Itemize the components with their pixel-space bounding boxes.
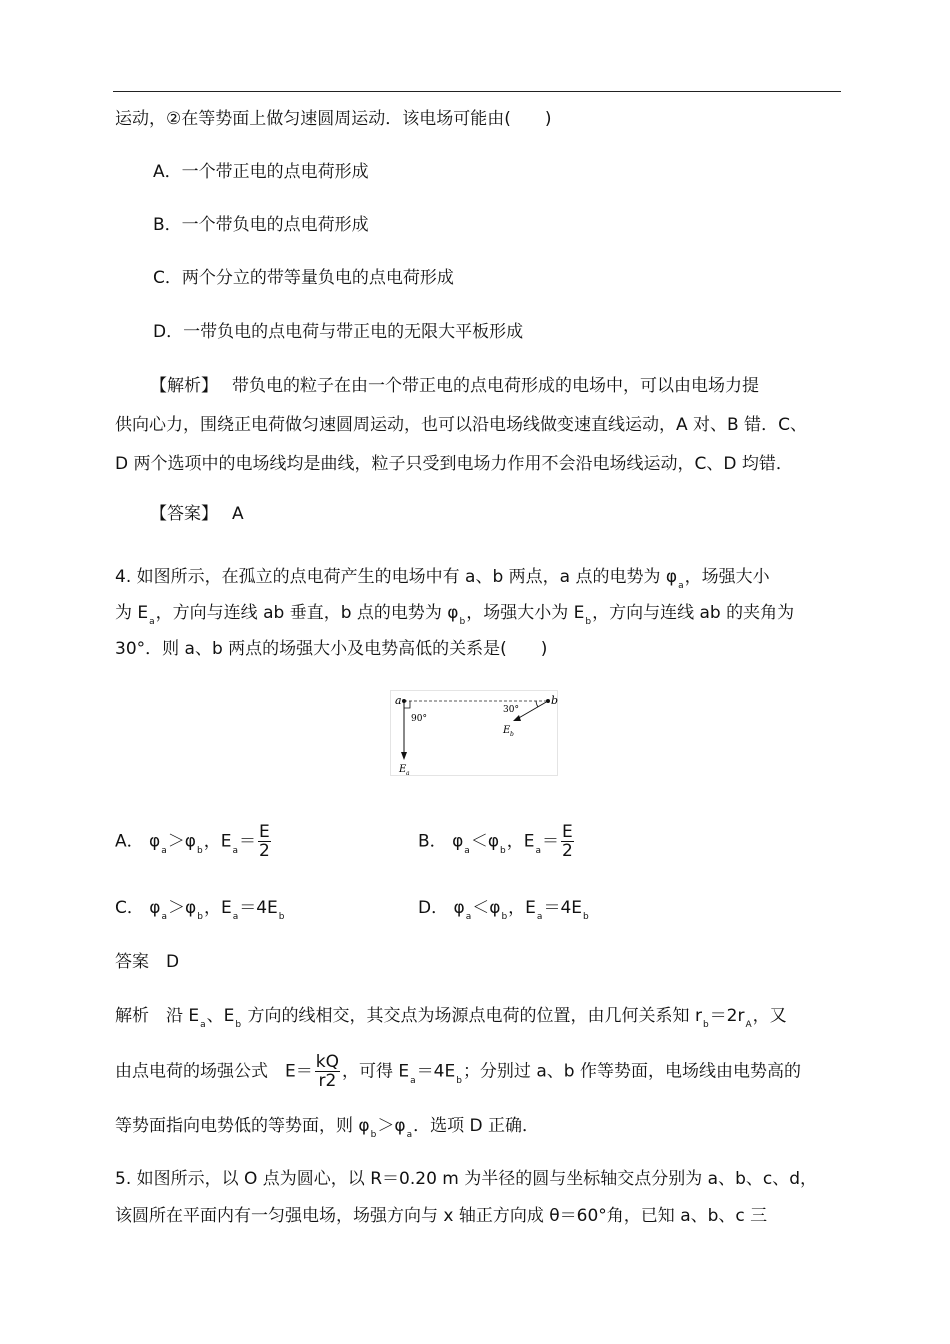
sub-b: b: [501, 912, 508, 922]
opt-b-prefix: B．: [418, 831, 447, 852]
q3-analysis-line-1: [150, 374, 759, 398]
q3-option-b: B．一个带负电的点电荷形成: [153, 215, 369, 235]
sub-a: a: [410, 1075, 416, 1086]
sub-a: a: [161, 912, 168, 922]
q3-option-c: C．两个分立的带等量负电的点电荷形成: [153, 268, 454, 288]
q4-analysis-line-2: [115, 1053, 801, 1093]
phi: φ: [452, 831, 464, 852]
comma: ，: [203, 898, 221, 918]
sub-a: a: [232, 845, 238, 856]
sub-a: a: [464, 845, 470, 856]
lt: ＜: [470, 831, 488, 852]
q4-stem-1b: ，场强大小: [684, 567, 770, 587]
e: E: [525, 898, 536, 918]
q4-an-1c: 方向的线相交，其交点为场源点电荷的位置，由几何关系知 r: [242, 1006, 702, 1026]
q4-an-2a: 由点电荷的场强公式 E＝: [115, 1061, 313, 1082]
label-ea: E: [399, 764, 407, 775]
sub-a: a: [536, 912, 543, 922]
sub-b: b: [370, 1130, 377, 1140]
sub-b: b: [278, 912, 285, 922]
q4-stem-1a: 4. 如图所示，在孤立的点电荷产生的电场中有 a、b 两点，a 点的电势为 φ: [115, 567, 678, 587]
header-rule: [113, 91, 841, 92]
eq: ＝: [543, 898, 561, 918]
q4-field-diagram: [390, 690, 558, 776]
q4-option-b: [418, 823, 576, 863]
fraction: [561, 823, 574, 860]
sub-b: b: [702, 1020, 709, 1030]
eq: ＝: [239, 898, 257, 918]
q4-diagram-svg: [390, 690, 558, 776]
phi: φ: [453, 898, 465, 918]
q4-an-2d: ；分别过 a、b 作等势面，电场线由电势高的: [462, 1061, 801, 1082]
q4-stem-line-1: [115, 565, 770, 598]
e: E: [523, 831, 535, 852]
q4-an-3c: ．选项 D 正确．: [413, 1116, 539, 1136]
q5-stem-line-1: 5. 如图所示，以 O 点为圆心，以 R＝0.20 m 为半径的圆与坐标轴交点分别为 a、b、c、d，: [115, 1169, 817, 1189]
label-b: b: [551, 694, 558, 707]
sub-a: a: [535, 845, 542, 856]
q4-stem-line-3: 30°．则 a、b 两点的场强大小及电势高低的关系是( ): [115, 639, 548, 659]
q4-option-c: [115, 896, 286, 929]
q4-an-2b: ，可得 E: [341, 1061, 410, 1082]
sub-a: a: [149, 617, 155, 627]
sub-a: a: [161, 845, 167, 856]
q3-analysis-text-1: 带负电的粒子在由一个带正电的点电荷形成的电场中，可以由电场力提: [232, 376, 759, 396]
frac-num: E: [562, 822, 573, 842]
sub-a: a: [465, 912, 472, 922]
opt-c-prefix: C．: [115, 898, 144, 918]
sub-a: a: [678, 581, 684, 591]
sub-b: b: [235, 1020, 242, 1030]
q4-option-a: [115, 823, 273, 863]
sub-b: b: [583, 912, 589, 922]
q3-analysis-label: 【解析】: [150, 376, 218, 396]
sub-a: a: [232, 912, 239, 922]
eq: ＝: [542, 831, 560, 852]
label-90: 90°: [411, 714, 427, 724]
coulomb-fraction: [315, 1053, 340, 1090]
q4-stem-2a: 为 E: [115, 603, 149, 623]
q4-analysis-line-3: [115, 1114, 539, 1147]
q4-an-1d: ＝2r: [709, 1006, 745, 1026]
q4-answer-line: 答案 D: [115, 952, 180, 972]
eq: ＝: [238, 831, 256, 852]
q4-stem-2c: ，场强大小为 E: [466, 603, 585, 623]
phi: φ: [149, 898, 161, 918]
q3-analysis-line-2: 供向心力，围绕正电荷做匀速圆周运动，也可以沿电场线做变速直线运动，A 对、B 错．C、: [115, 415, 807, 435]
q4-an-2c: ＝4E: [416, 1061, 456, 1082]
frac-den: 2: [258, 841, 270, 861]
comma: ，: [203, 831, 221, 852]
q3-answer-line: [150, 502, 244, 526]
sub-a: a: [406, 1130, 413, 1140]
sub-b: b: [459, 617, 466, 627]
phi: φ: [149, 831, 161, 852]
q3-option-d: D．一带负电的点电荷与带正电的无限大平板形成: [153, 322, 524, 342]
label-eb: E: [503, 725, 511, 736]
label-ea-sub: a: [406, 770, 410, 776]
sub-b: b: [197, 912, 203, 922]
e: E: [220, 831, 232, 852]
opt-d-prefix: D．: [418, 898, 449, 918]
lt: ＜: [472, 898, 490, 918]
q4-an-3a: 等势面指向电势低的等势面，则 φ: [115, 1116, 370, 1136]
sub-b: b: [197, 845, 203, 856]
opt-a-prefix: A．: [115, 831, 144, 852]
q4-stem-2b: ，方向与连线 ab 垂直，b 点的电势为 φ: [155, 603, 459, 623]
q4-an-1a: 解析 沿 E: [115, 1006, 200, 1026]
fraction: [258, 823, 271, 860]
phi: φ: [185, 898, 197, 918]
frac-den: 2: [561, 841, 573, 861]
frac-num: kQ: [315, 1052, 339, 1072]
q4-stem-2d: ，方向与连线 ab 的夹角为: [592, 603, 795, 623]
q3-analysis-line-3: D 两个选项中的电场线均是曲线，粒子只受到电场力作用不会沿电场线运动，C、D 均错．: [115, 454, 793, 474]
phi: φ: [487, 831, 500, 852]
q4-an-1b: 、E: [206, 1006, 235, 1026]
label-a: a: [395, 694, 402, 707]
phi: φ: [489, 898, 501, 918]
q4-an-3b: ＞φ: [377, 1116, 406, 1136]
frac-den: r2: [318, 1071, 337, 1091]
diagram-frame: [391, 691, 558, 776]
gt: ＞: [168, 898, 186, 918]
sub-b: b: [500, 845, 506, 856]
four-e: 4E: [256, 898, 278, 918]
q5-stem-line-2: 该圆所在平面内有一匀强电场，场强方向与 x 轴正方向成 θ＝60°角，已知 a、b、c 三: [115, 1206, 768, 1226]
q3-answer-label: 【答案】: [150, 504, 218, 524]
four-e: 4E: [560, 898, 582, 918]
q3-answer-value: A: [232, 504, 244, 524]
sub-b: b: [585, 617, 592, 627]
sub-A: A: [745, 1020, 752, 1030]
sub-a: a: [200, 1020, 206, 1030]
q3-option-a: A．一个带正电的点电荷形成: [153, 162, 369, 182]
label-eb-sub: b: [510, 731, 514, 738]
q4-stem-line-2: [115, 601, 794, 634]
q4-an-1e: ，又: [752, 1006, 787, 1026]
e: E: [220, 898, 232, 918]
sub-b: b: [456, 1075, 462, 1086]
label-30: 30°: [503, 705, 519, 715]
phi: φ: [184, 831, 196, 852]
q4-option-d: [418, 896, 590, 929]
frac-num: E: [258, 822, 270, 842]
q4-analysis-line-1: [115, 1004, 787, 1037]
gt: ＞: [167, 831, 185, 852]
comma: ，: [506, 831, 524, 852]
comma: ，: [508, 898, 526, 918]
q3-stem-line: 运动，②在等势面上做匀速圆周运动．该电场可能由( ): [115, 109, 552, 129]
